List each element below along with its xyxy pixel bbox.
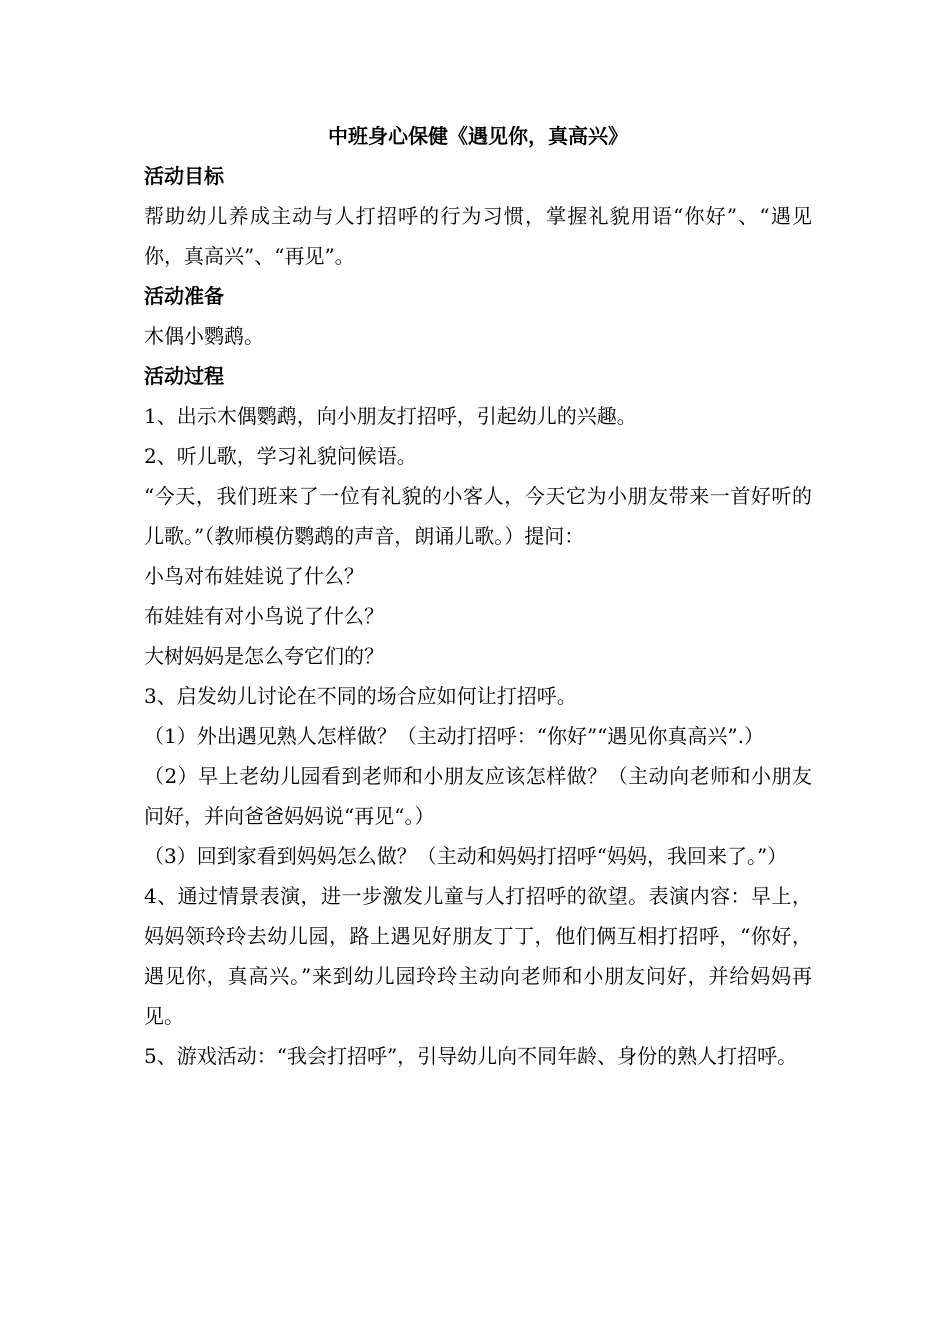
paragraph: 小鸟对布娃娃说了什么？: [144, 564, 364, 588]
paragraph: 4、通过情景表演，进一步激发儿童与人打招呼的欲望。表演内容：早上，妈妈领玲玲去幼儿园，路上遇见好朋友丁丁，他们俩互相打招呼，“你好，遇见你，真高兴。”来到幼儿园玲玲主动向老师和小朋友问好，并给妈妈再见。: [144, 884, 812, 1028]
paragraph: 5、游戏活动：“我会打招呼”，引导幼儿向不同年龄、身份的熟人打招呼。: [144, 1044, 798, 1068]
paragraph: “今天，我们班来了一位有礼貌的小客人，今天它为小朋友带来一首好听的儿歌。”（教师模仿鹦鹉的声音，朗诵儿歌。）提问：: [144, 484, 812, 548]
paragraph: （2）早上老幼儿园看到老师和小朋友应该怎样做？（主动向老师和小朋友问好，并向爸爸妈妈说“再见“。）: [144, 764, 812, 828]
paragraph: （1）外出遇见熟人怎样做？（主动打招呼：“你好”“遇见你真高兴”.）: [144, 724, 764, 748]
paragraph: 帮助幼儿养成主动与人打招呼的行为习惯，掌握礼貌用语“你好”、“遇见你，真高兴”、“再见”。: [144, 204, 812, 268]
section-heading: 活动过程: [144, 364, 224, 388]
section-goals: [144, 156, 812, 276]
document-body: [144, 116, 812, 1076]
paragraph: 2、听儿歌，学习礼貌问候语。: [144, 444, 417, 468]
paragraph: （3）回到家看到妈妈怎么做？（主动和妈妈打招呼“妈妈，我回来了。”）: [144, 844, 788, 868]
section-preparation: [144, 276, 812, 356]
document-title: 中班身心保健《遇见你，真高兴》: [328, 124, 628, 148]
section-process: [144, 356, 812, 1076]
paragraph: 布娃娃有对小鸟说了什么？: [144, 604, 384, 628]
paragraph: 1、出示木偶鹦鹉，向小朋友打招呼，引起幼儿的兴趣。: [144, 404, 637, 428]
section-heading: 活动准备: [144, 284, 224, 308]
paragraph: 3、启发幼儿讨论在不同的场合应如何让打招呼。: [144, 684, 577, 708]
paragraph: 木偶小鹦鹉。: [144, 324, 264, 348]
section-heading: 活动目标: [144, 164, 224, 188]
paragraph: 大树妈妈是怎么夸它们的？: [144, 644, 384, 668]
